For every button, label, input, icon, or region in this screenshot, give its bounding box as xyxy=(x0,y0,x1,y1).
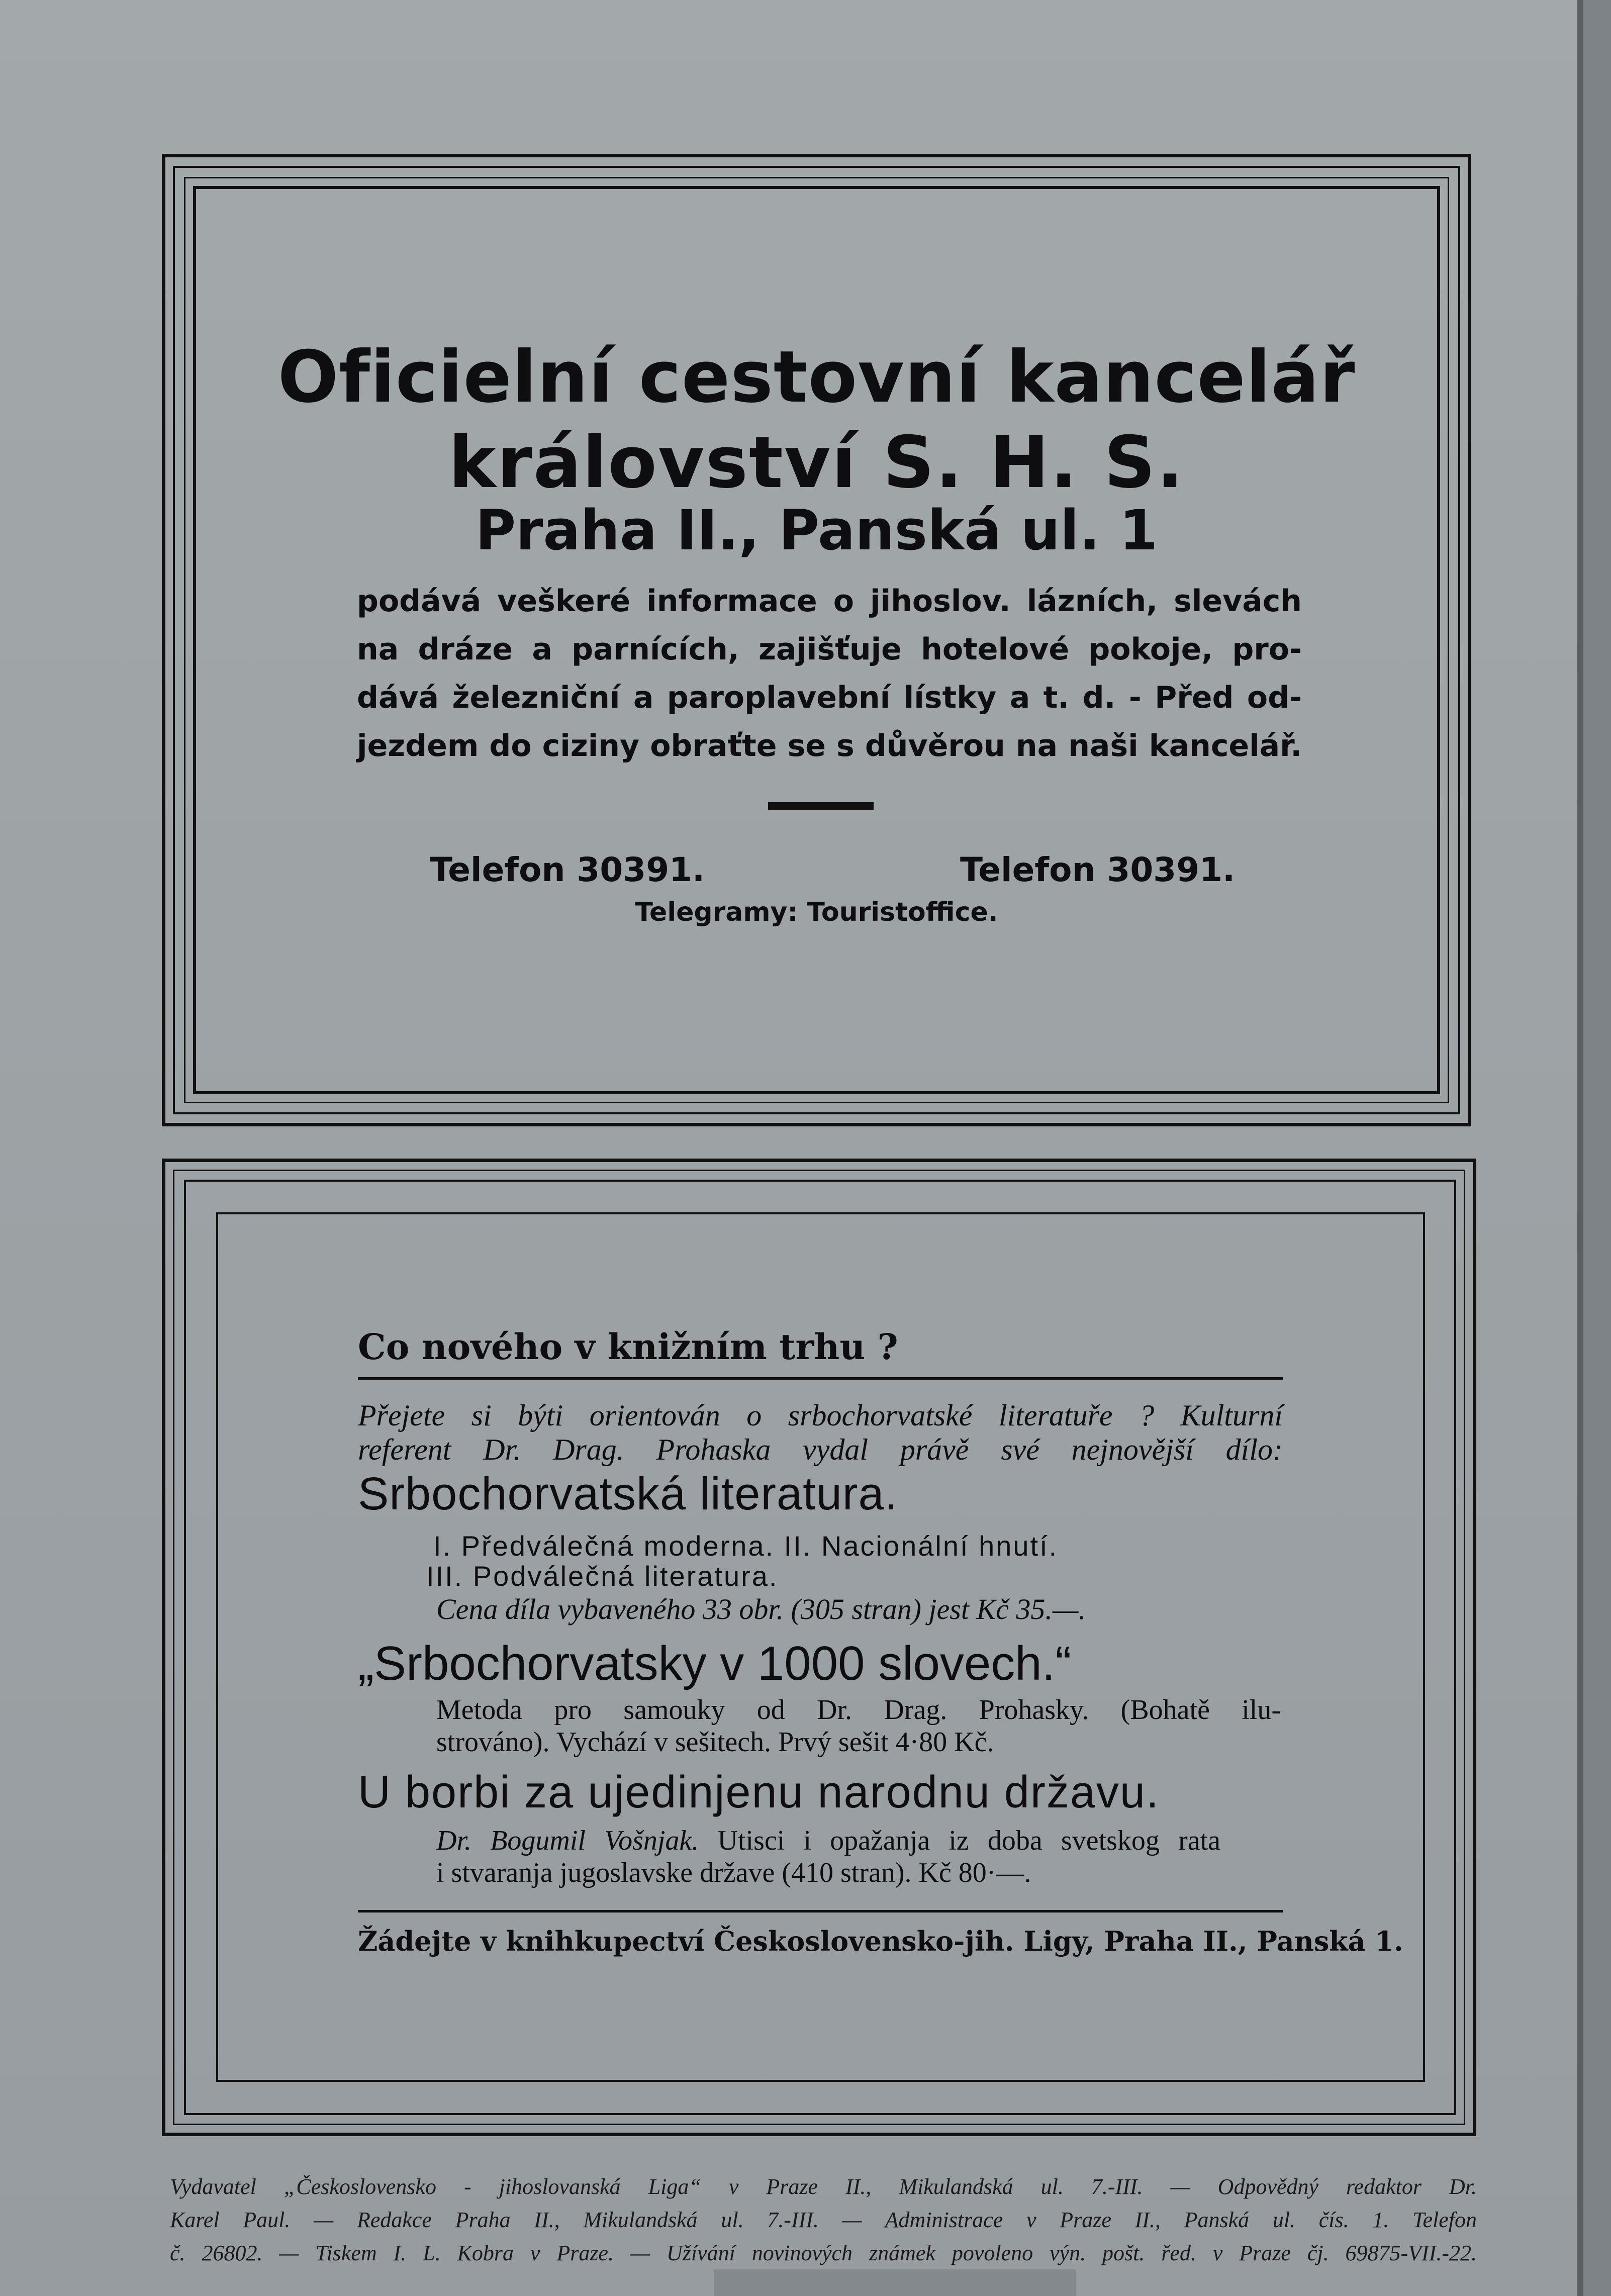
order-rule xyxy=(358,1910,1283,1912)
book2-desc-line: Metoda pro samouky od Dr. Drag. Prohasky. (Bohatě ilu- xyxy=(436,1694,1281,1726)
imprint-line: Karel Paul. — Redakce Praha II., Mikulandská ul. 7.-III. — Administrace v Praze II., Panská ul. čís. 1. Telefon xyxy=(170,2208,1477,2232)
book3-author: Dr. Bogumil Vošnjak. xyxy=(436,1825,699,1856)
travel-ad-title: Oficielní cestovní kancelář xyxy=(277,336,1356,419)
travel-ad-body-line: na dráze a parnících, zajišťuje hotelové pokoje, pro- xyxy=(357,632,1302,667)
travel-ad-subtitle: království S. H. S. xyxy=(448,421,1185,504)
book1-title: Srbochorvatská literatura. xyxy=(358,1468,898,1519)
telegram-address: Telegramy: Touristoffice. xyxy=(635,897,998,927)
book3-desc-rest: Utisci i opažanja iz doba svetskog rata xyxy=(717,1825,1221,1856)
heading-rule xyxy=(358,1377,1283,1380)
travel-ad-body-line: jezdem do ciziny obraťte se s důvěrou na naši kancelář. xyxy=(357,728,1302,763)
travel-ad-body xyxy=(357,577,1302,770)
page-margin-strip xyxy=(1583,0,1611,2296)
ink-smudge xyxy=(714,2269,1076,2296)
divider-bar xyxy=(768,802,874,810)
phone-right: Telefon 30391. xyxy=(960,850,1236,889)
book2-description xyxy=(436,1694,1281,1758)
travel-ad-address: Praha II., Panská ul. 1 xyxy=(475,498,1158,562)
book3-description xyxy=(436,1825,1220,1889)
book3-title: U borbi za ujedinjenu narodnu državu. xyxy=(358,1767,1160,1817)
order-line: Žádejte v knihkupectví Československo-jih. Ligy, Praha II., Panská 1. xyxy=(358,1925,1403,1957)
imprint-line: č. 26802. — Tiskem I. L. Kobra v Praze. — Užívání novinových známek povoleno výn. pošt. řed. v Praze čj. 69875-VII.-22. xyxy=(170,2241,1477,2265)
travel-ad-body-line: podává veškeré informace o jihoslov. lázních, slevách xyxy=(357,584,1302,619)
intro-line: Přejete si býti orientován o srbochorvatské literatuře ? Kulturní xyxy=(358,1399,1283,1432)
travel-ad-body-line: dává železniční a paroplavební lístky a t. d. - Před od- xyxy=(357,680,1302,715)
book1-parts-line2: III. Podválečná literatura. xyxy=(426,1560,779,1592)
page-fold-edge xyxy=(1577,0,1583,2296)
intro-line: referent Dr. Drag. Prohaska vydal právě své nejnovější dílo: xyxy=(358,1433,1283,1466)
book3-desc-line: i stvaranja jugoslavske države (410 stran). Kč 80·—. xyxy=(436,1857,1031,1888)
book1-parts-line1: I. Předválečná moderna. II. Nacionální hnutí. xyxy=(433,1530,1059,1562)
book1-price: Cena díla vybaveného 33 obr. (305 stran) jest Kč 35.—. xyxy=(436,1593,1086,1625)
books-ad-heading: Co nového v knižním trhu ? xyxy=(358,1326,898,1368)
books-ad-intro xyxy=(358,1398,1283,1467)
book2-desc-line: strováno). Vychází v sešitech. Prvý sešit 4·80 Kč. xyxy=(436,1727,994,1758)
book3-desc-line xyxy=(436,1825,1220,1857)
imprint-line: Vydavatel „Československo - jihoslovanská Liga“ v Praze II., Mikulandská ul. 7.-III. — Odpovědný redaktor Dr. xyxy=(170,2174,1477,2199)
phone-left: Telefon 30391. xyxy=(430,850,705,889)
book2-title: „Srbochorvatsky v 1000 slovech.“ xyxy=(358,1637,1072,1690)
imprint-footer xyxy=(170,2170,1477,2270)
